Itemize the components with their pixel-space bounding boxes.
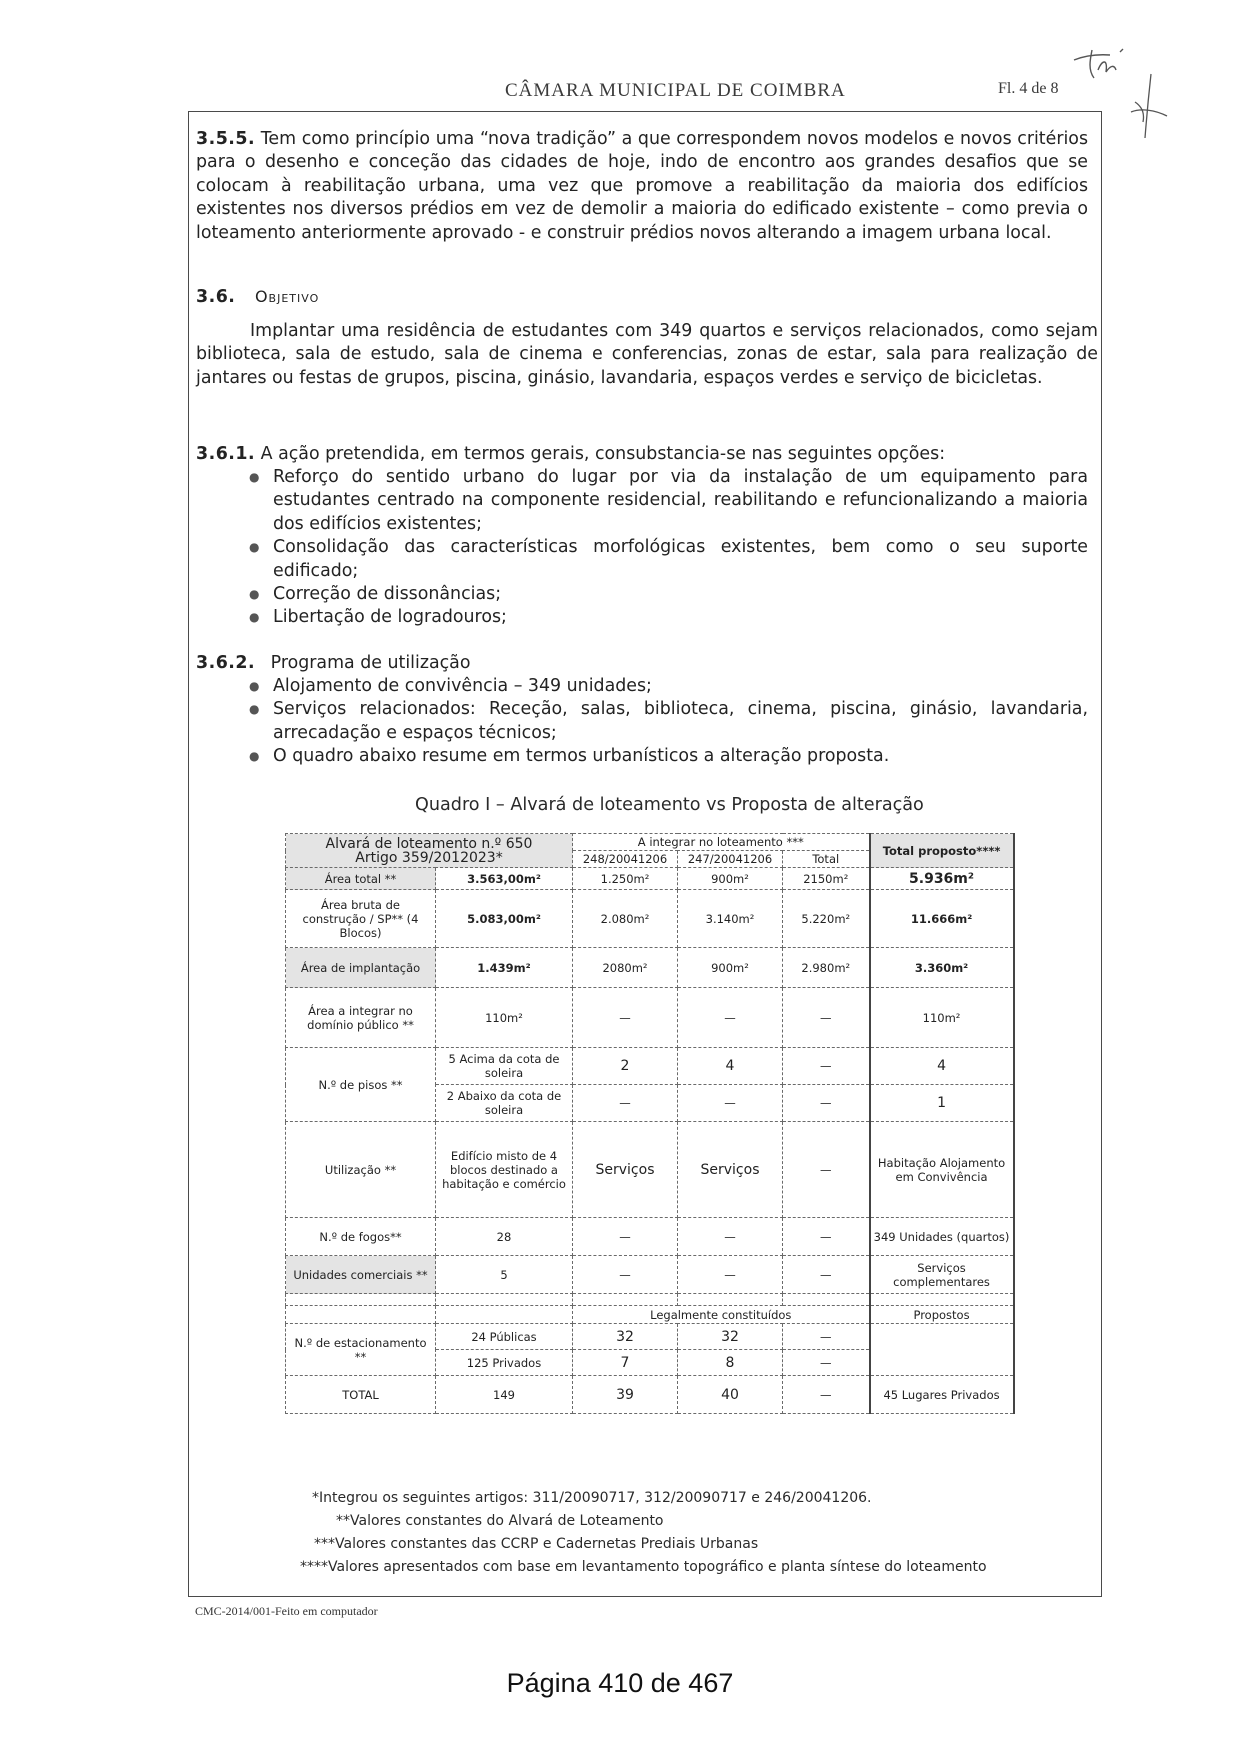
bullet-icon: ● — [249, 540, 260, 555]
handwritten-signature — [1125, 72, 1170, 142]
table-cell: — — [678, 1256, 783, 1294]
row-label: Área a integrar no domínio público ** — [286, 988, 436, 1048]
table-row — [286, 1218, 1014, 1256]
table-cell: — — [678, 1085, 783, 1122]
list-item: ● Libertação de logradouros; — [247, 606, 1088, 629]
table-cell: 45 Lugares Privados — [870, 1376, 1014, 1414]
table-cell: — — [573, 1085, 678, 1122]
table-cell: 5.936m² — [870, 868, 1014, 890]
table-header-cell: 248/20041206 — [573, 851, 678, 868]
table-spacer-row — [286, 1294, 1014, 1306]
bullet-icon: ● — [249, 470, 260, 484]
comparison-table — [285, 833, 1015, 1414]
section-362-heading — [196, 652, 1088, 675]
table-cell: 900m² — [678, 948, 783, 988]
table-row — [286, 1306, 1014, 1324]
table-cell: — — [783, 1256, 870, 1294]
section-361-intro — [196, 443, 1088, 466]
table-cell: — — [783, 1218, 870, 1256]
row-label: Área bruta de construção / SP** (4 Blocos) — [286, 890, 436, 948]
row-label: TOTAL — [286, 1376, 436, 1414]
table-header-cell: Alvará de loteamento n.º 650 Artigo 359/2012023* — [286, 834, 573, 868]
table-row — [286, 1256, 1014, 1294]
table-cell: 2 — [573, 1048, 678, 1085]
footnote: **Valores constantes do Alvará de Loteamento — [336, 1513, 664, 1529]
table-cell: 5.220m² — [783, 890, 870, 948]
table-header-cell: Total — [783, 851, 870, 868]
table-cell: 39 — [573, 1376, 678, 1414]
footnote: ***Valores constantes das CCRP e Cadernetas Prediais Urbanas — [314, 1536, 759, 1552]
table-cell: Habitação Alojamento em Convivência — [870, 1122, 1014, 1218]
table-cell: 1 — [870, 1085, 1014, 1122]
table-cell: Legalmente constituídos — [573, 1306, 870, 1324]
section-heading: Objetivo — [254, 287, 320, 306]
table-row — [286, 948, 1014, 988]
row-label: Área de implantação — [286, 948, 436, 988]
list-item: ● Reforço do sentido urbano do lugar por via da instalação de um equipamento para estudantes centrado na componente residencial, reabilitando e refuncionalizando a maioria dos edifícios existentes; — [249, 467, 1088, 534]
table-cell: 4 — [678, 1048, 783, 1085]
table-cell: 349 Unidades (quartos) — [870, 1218, 1014, 1256]
table-cell: — — [783, 1324, 870, 1350]
table-cell: Edifício misto de 4 blocos destinado a habitação e comércio — [436, 1122, 573, 1218]
table-cell: Propostos — [870, 1306, 1014, 1324]
table-cell: — — [783, 988, 870, 1048]
table-row — [286, 1048, 1014, 1085]
table-row — [286, 868, 1014, 890]
page-number: Página 410 de 467 — [506, 1668, 734, 1698]
section-text: A ação pretendida, em termos gerais, consubstancia-se nas seguintes opções: — [260, 444, 946, 464]
document-folio: Fl. 4 de 8 — [998, 80, 1059, 97]
table-cell: Serviços complementares — [870, 1256, 1014, 1294]
table-cell: 3.360m² — [870, 948, 1014, 988]
row-label: Unidades comerciais ** — [286, 1256, 436, 1294]
table-cell: 28 — [436, 1218, 573, 1256]
table-cell: 32 — [573, 1324, 678, 1350]
table-cell: 1.439m² — [436, 948, 573, 988]
table-header-cell: Total proposto**** — [870, 834, 1014, 868]
table-header-cell: 247/20041206 — [678, 851, 783, 868]
table-cell: 24 Públicas — [436, 1324, 573, 1350]
table-cell: Serviços — [573, 1122, 678, 1218]
table-cell: 8 — [678, 1350, 783, 1376]
list-item: ● Alojamento de convivência – 349 unidades; — [247, 675, 1088, 698]
table-cell: 11.666m² — [870, 890, 1014, 948]
table-row — [286, 1122, 1014, 1218]
table-cell: 40 — [678, 1376, 783, 1414]
section-362-list — [247, 675, 1088, 769]
table-cell: 2.980m² — [783, 948, 870, 988]
table-cell: — — [678, 1218, 783, 1256]
table-cell: — — [783, 1085, 870, 1122]
table-cell: 900m² — [678, 868, 783, 890]
section-355 — [196, 128, 1088, 245]
row-label: N.º de fogos** — [286, 1218, 436, 1256]
handwritten-initials — [1070, 46, 1130, 86]
table-header-row — [286, 834, 1014, 851]
bullet-icon: ● — [249, 702, 260, 717]
table-row — [286, 1324, 1014, 1350]
list-item: ● Consolidação das características morfológicas existentes, bem como o seu suporte edificado; — [249, 537, 1088, 581]
table-cell: — — [783, 1048, 870, 1085]
list-item: ● Serviços relacionados: Receção, salas, biblioteca, cinema, piscina, ginásio, lavandaria, arrecadação e espaços técnicos; — [249, 699, 1088, 743]
row-label: Área total ** — [286, 868, 436, 890]
row-label: Utilização ** — [286, 1122, 436, 1218]
table-cell: 2080m² — [573, 948, 678, 988]
table-cell: — — [573, 1256, 678, 1294]
section-361-list — [247, 466, 1088, 630]
table-cell: 5 — [436, 1256, 573, 1294]
table-cell: 32 — [678, 1324, 783, 1350]
section-number: 3.5.5. — [196, 129, 256, 149]
table-cell: 4 — [870, 1048, 1014, 1085]
footnote: *Integrou os seguintes artigos: 311/20090717, 312/20090717 e 246/20041206. — [312, 1490, 872, 1506]
footnote: ****Valores apresentados com base em levantamento topográfico e planta síntese do loteamento — [300, 1559, 987, 1575]
table-header-cell: A integrar no loteamento *** — [573, 834, 870, 851]
table-cell: 5.083,00m² — [436, 890, 573, 948]
row-label: N.º de estacionamento ** — [286, 1324, 436, 1376]
section-number: 3.6.1. — [196, 444, 256, 464]
list-item: ● Correção de dissonâncias; — [247, 583, 1088, 606]
section-number: 3.6.2. — [196, 653, 256, 673]
table-cell: — — [783, 1350, 870, 1376]
table-cell: — — [783, 1122, 870, 1218]
table-cell: 2 Abaixo da cota de soleira — [436, 1085, 573, 1122]
form-code: CMC-2014/001-Feito em computador — [195, 1604, 378, 1618]
table-row — [286, 1376, 1014, 1414]
bullet-icon: ● — [249, 610, 260, 625]
table-cell: 3.563,00m² — [436, 868, 573, 890]
table-cell: 125 Privados — [436, 1350, 573, 1376]
table-cell: 7 — [573, 1350, 678, 1376]
table-cell: 2150m² — [783, 868, 870, 890]
bullet-icon: ● — [249, 749, 260, 764]
table-cell: 5 Acima da cota de soleira — [436, 1048, 573, 1085]
table-cell: 3.140m² — [678, 890, 783, 948]
table-row — [286, 988, 1014, 1048]
table-cell: 149 — [436, 1376, 573, 1414]
table-cell: 1.250m² — [573, 868, 678, 890]
table-cell: — — [783, 1376, 870, 1414]
table-row — [286, 890, 1014, 948]
bullet-icon: ● — [249, 587, 260, 602]
table-cell: — — [573, 1218, 678, 1256]
section-36-text: Implantar uma residência de estudantes com 349 quartos e serviços relacionados, como sejam biblioteca, sala de estudo, sala de cinema e conferencias, zonas de estar, sala para realização de jantares ou festas de grupos, piscina, ginásio, lavandaria, espaços verdes e serviço de bicicletas. — [196, 321, 1098, 388]
table-footnotes — [300, 1487, 987, 1579]
table-cell: — — [573, 988, 678, 1048]
list-item: ● O quadro abaixo resume em termos urbanísticos a alteração proposta. — [247, 745, 1088, 768]
section-number: 3.6. — [196, 287, 236, 307]
table-cell: — — [678, 988, 783, 1048]
table-cell: Serviços — [678, 1122, 783, 1218]
section-text: Tem como princípio uma “nova tradição” a que correspondem novos modelos e novos critérios para o desenho e conceção das cidades de hoje, indo de encontro aos grandes desafios que se colocam à reabilitação urbana, uma vez que promove a reabilitação da maioria dos edifícios existentes nos diversos prédios em vez de demolir a maioria do edificado existente – como previa o loteamento anteriormente aprovado - e construir prédios novos alterando a imagem urbana local. — [196, 129, 1088, 243]
bullet-icon: ● — [249, 679, 260, 693]
table-cell: 110m² — [436, 988, 573, 1048]
document-header-title: CÂMARA MUNICIPAL DE COIMBRA — [505, 80, 846, 101]
table-cell: 110m² — [870, 988, 1014, 1048]
table-cell: 2.080m² — [573, 890, 678, 948]
section-heading: Programa de utilização — [270, 653, 471, 673]
section-36-heading — [196, 285, 596, 309]
row-label: N.º de pisos ** — [286, 1048, 436, 1122]
table-caption: Quadro I – Alvará de loteamento vs Proposta de alteração — [415, 795, 924, 815]
